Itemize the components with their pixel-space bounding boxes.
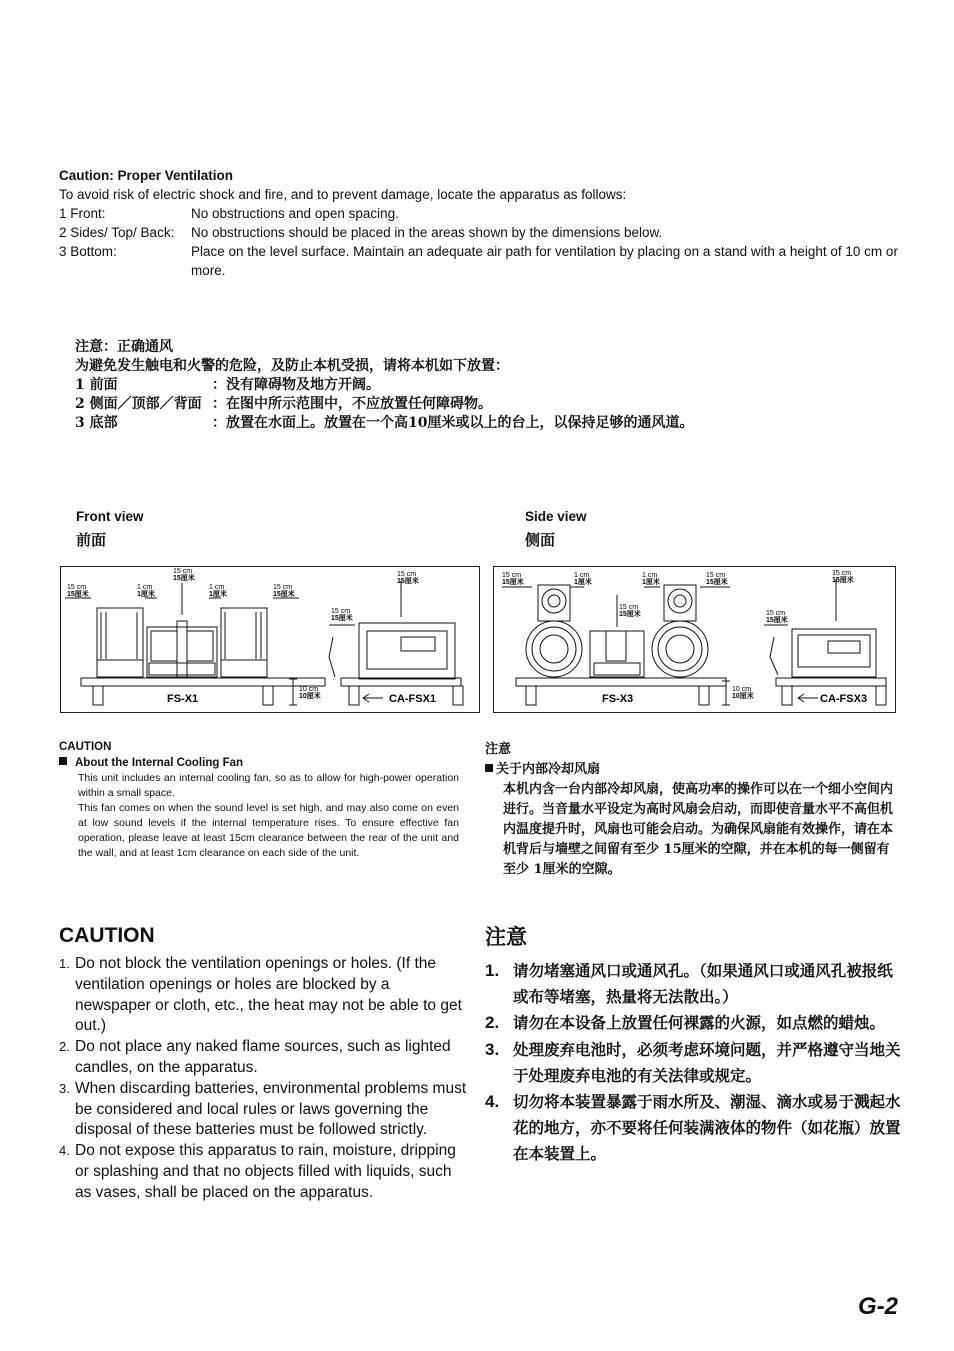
- caution-cn-item: [485, 1037, 905, 1089]
- fan-cn-body: 本机内含一台内部冷却风扇，使高功率的操作可以在一个细小空间内进行。当音量水平设定为高时风扇会启动，而即使音量水平不高但机内温度提升时，风扇也可能会启动。为确保风扇能有效操作，请在本机背后与墙壁之间留有至少 15厘米的空隙，并在本机的每一侧留有至少 1厘米的空隙。: [503, 782, 894, 877]
- front-right-15cm: 15 cm: [273, 584, 293, 591]
- ventilation-item-text: Place on the level surface. Maintain an adequate air path for ventilation by placing on a stand with a height of 10 cm or more.: [191, 244, 898, 278]
- square-bullet-icon: [59, 757, 67, 765]
- ventilation-item-text: No obstructions and open spacing.: [191, 206, 399, 221]
- ventilation-cn-intro: 为避免发生触电和火警的危险，及防止本机受损，请将本机如下放置：: [75, 358, 509, 374]
- front-view-diagram: [60, 566, 480, 713]
- caution-cn-item: [485, 958, 905, 1010]
- ventilation-cn-heading: 注意：正确通风: [75, 339, 173, 355]
- side-box-back-15cn: 15厘米: [766, 617, 788, 624]
- caution-en-num: 3.: [59, 1080, 70, 1096]
- caution-en-text: Do not expose this apparatus to rain, moisture, dripping or splashing and that no objects filled with liquids, such as vases, shall be placed on the apparatus.: [75, 1142, 456, 1201]
- caution-en-num: 1.: [59, 956, 70, 971]
- ventilation-cn-item: [75, 376, 875, 395]
- caution-cn-heading: 注意: [485, 924, 527, 949]
- caution-en-text: Do not block the ventilation openings or holes. (If the ventilation openings or holes are blocked by a newspaper or cloth, etc., the heat may not be able to get out.): [75, 955, 462, 1035]
- ventilation-item-label: 1 Front:: [59, 206, 106, 221]
- caution-en-item: [59, 1079, 469, 1141]
- front-view-drawing: [61, 567, 479, 712]
- side-side-model-label: CA-FSX3: [820, 693, 868, 705]
- front-1cm-right: 1 cm: [209, 584, 225, 591]
- fan-en-subheading-row: [59, 756, 459, 771]
- ventilation-cn-item-text: ：在图中所示范围中，不应放置任何障碍物。: [212, 396, 492, 412]
- ventilation-intro: To avoid risk of electric shock and fire, and to prevent damage, locate the apparatus as follows:: [59, 187, 627, 202]
- page-number: G-2: [857, 1293, 898, 1320]
- side-1cn-right: 1厘米: [642, 579, 660, 586]
- front-bottom-10cm: 10 cm: [299, 686, 319, 693]
- side-model-label: FS-X3: [602, 693, 634, 705]
- side-box-back-15cm: 15 cm: [766, 610, 786, 617]
- caution-en-list: [59, 954, 469, 1204]
- caution-cn-text: 请勿堵塞通风口或通风孔。（如果通风口或通风孔被报纸或布等堵塞，热量将无法散出。）: [513, 961, 893, 1007]
- fan-en-section: [59, 740, 459, 861]
- ventilation-item: [59, 242, 919, 280]
- caution-en-section: [59, 922, 469, 1204]
- caution-cn-num: 3.: [485, 1039, 500, 1059]
- caution-cn-section: [485, 922, 905, 1168]
- ventilation-cn-item-text: ：放置在水面上。放置在一个高10厘米或以上的台上，以保持足够的通风道。: [212, 415, 694, 431]
- caution-en-num: 4.: [59, 1143, 70, 1159]
- fan-en-subheading: About the Internal Cooling Fan: [75, 757, 244, 769]
- side-bottom-10cn: 10厘米: [732, 693, 754, 700]
- ventilation-cn-item-label: 2 侧面／顶部／背面: [75, 396, 202, 412]
- caution-en-item: [59, 954, 469, 1037]
- front-side-back-15cn: 15厘米: [331, 615, 353, 622]
- caution-cn-text: 请勿在本设备上放置任何裸露的火源，如点燃的蜡烛。: [513, 1013, 886, 1033]
- side-top-15cn: 15厘米: [619, 611, 641, 618]
- fan-cn-subheading-row: [485, 760, 895, 780]
- fan-cn-subheading: 关于内部冷却风扇: [496, 762, 601, 777]
- caution-cn-item: [485, 1089, 905, 1168]
- front-side-top-15cn: 15厘米: [397, 578, 419, 585]
- side-right-15cm: 15 cm: [706, 572, 726, 579]
- fan-en-heading: CAUTION: [59, 741, 112, 753]
- caution-cn-list: [485, 958, 905, 1168]
- side-box-top-15cm: 15 cm: [832, 570, 852, 577]
- front-model-label: FS-X1: [167, 693, 199, 705]
- front-1cn-right: 1厘米: [209, 591, 227, 598]
- front-top-15cm: 15 cm: [173, 568, 193, 575]
- front-side-model-label: CA-FSX1: [389, 693, 437, 705]
- fan-cn-heading: 注意: [485, 742, 512, 757]
- caution-en-num: 2.: [59, 1039, 70, 1055]
- ventilation-item: [59, 204, 919, 223]
- ventilation-item-label: 2 Sides/ Top/ Back:: [59, 225, 175, 240]
- caution-en-text: Do not place any naked flame sources, such as lighted candles, on the apparatus.: [75, 1038, 451, 1076]
- ventilation-cn-item-label: 3 底部: [75, 415, 118, 431]
- front-1cn-left: 1厘米: [137, 591, 155, 598]
- front-bottom-10cn: 10厘米: [299, 693, 321, 700]
- side-view-diagram: [493, 566, 896, 713]
- caution-cn-num: 2.: [485, 1013, 500, 1033]
- front-left-15cm: 15 cm: [67, 584, 87, 591]
- fan-en-paragraph-1: This unit includes an internal cooling fan, so as to allow for high-power operation within a small space.: [78, 772, 459, 799]
- front-view-title-cn: 前面: [76, 531, 107, 549]
- side-top-15cm: 15 cm: [619, 604, 639, 611]
- ventilation-cn-section: [75, 338, 875, 433]
- ventilation-item-label: 3 Bottom:: [59, 244, 117, 259]
- front-1cm-left: 1 cm: [137, 584, 153, 591]
- caution-cn-num: 4.: [485, 1092, 500, 1112]
- side-left-15cm: 15 cm: [502, 572, 522, 579]
- side-view-title-en: Side view: [525, 509, 587, 524]
- side-1cm-left: 1 cm: [574, 572, 590, 579]
- side-bottom-10cm: 10 cm: [732, 686, 752, 693]
- front-view-title: [76, 507, 144, 550]
- front-view-title-en: Front view: [76, 509, 144, 524]
- front-side-back-15cm: 15 cm: [331, 608, 351, 615]
- front-right-15cn: 15厘米: [273, 591, 295, 598]
- caution-en-item: [59, 1141, 469, 1203]
- side-view-title-cn: 侧面: [525, 531, 556, 549]
- front-left-15cn: 15厘米: [67, 591, 89, 598]
- caution-en-heading: CAUTION: [59, 924, 155, 947]
- caution-en-text: When discarding batteries, environmental problems must be considered and local rules or laws governing the disposal of these batteries must be followed strictly.: [75, 1079, 467, 1139]
- ventilation-cn-item-text: ：没有障碍物及地方开阔。: [212, 377, 380, 393]
- side-view-drawing: [494, 567, 895, 712]
- caution-cn-item: [485, 1010, 905, 1036]
- side-1cn-left: 1厘米: [574, 579, 592, 586]
- ventilation-heading: Caution: Proper Ventilation: [59, 168, 234, 183]
- front-top-15cn: 15厘米: [173, 575, 195, 582]
- side-1cm-right: 1 cm: [642, 572, 658, 579]
- side-view-title: [525, 507, 587, 550]
- caution-cn-num: 1.: [485, 961, 500, 980]
- side-box-top-15cn: 15厘米: [832, 577, 854, 584]
- square-bullet-icon: [485, 764, 493, 772]
- ventilation-cn-item-label: 1 前面: [75, 377, 118, 393]
- ventilation-cn-item: [75, 414, 875, 433]
- caution-cn-text: 处理废弃电池时，必须考虑环境问题，并严格遵守当地关于处理废弃电池的有关法律或规定。: [513, 1039, 901, 1085]
- side-left-15cn: 15厘米: [502, 579, 524, 586]
- ventilation-item: [59, 223, 919, 242]
- fan-en-paragraph-2: This fan comes on when the sound level is set high, and may also come on even at low sound levels if the internal temperature rises. To ensure effective fan operation, please leave at least 15cm clearance between the rear of the unit and the wall, and at least 1cm clearance on each side of the unit.: [78, 802, 459, 859]
- ventilation-item-text: No obstructions should be placed in the areas shown by the dimensions below.: [191, 225, 663, 240]
- ventilation-cn-item: [75, 395, 875, 414]
- front-side-top-15cm: 15 cm: [397, 571, 417, 578]
- ventilation-section: [59, 166, 919, 280]
- fan-cn-section: [485, 740, 895, 880]
- caution-en-item: [59, 1037, 469, 1079]
- caution-cn-text: 切勿将本装置暴露于雨水所及、潮湿、滴水或易于溅起水花的地方，亦不要将任何装满液体的物件（如花瓶）放置在本装置上。: [513, 1092, 901, 1164]
- side-right-15cn: 15厘米: [706, 579, 728, 586]
